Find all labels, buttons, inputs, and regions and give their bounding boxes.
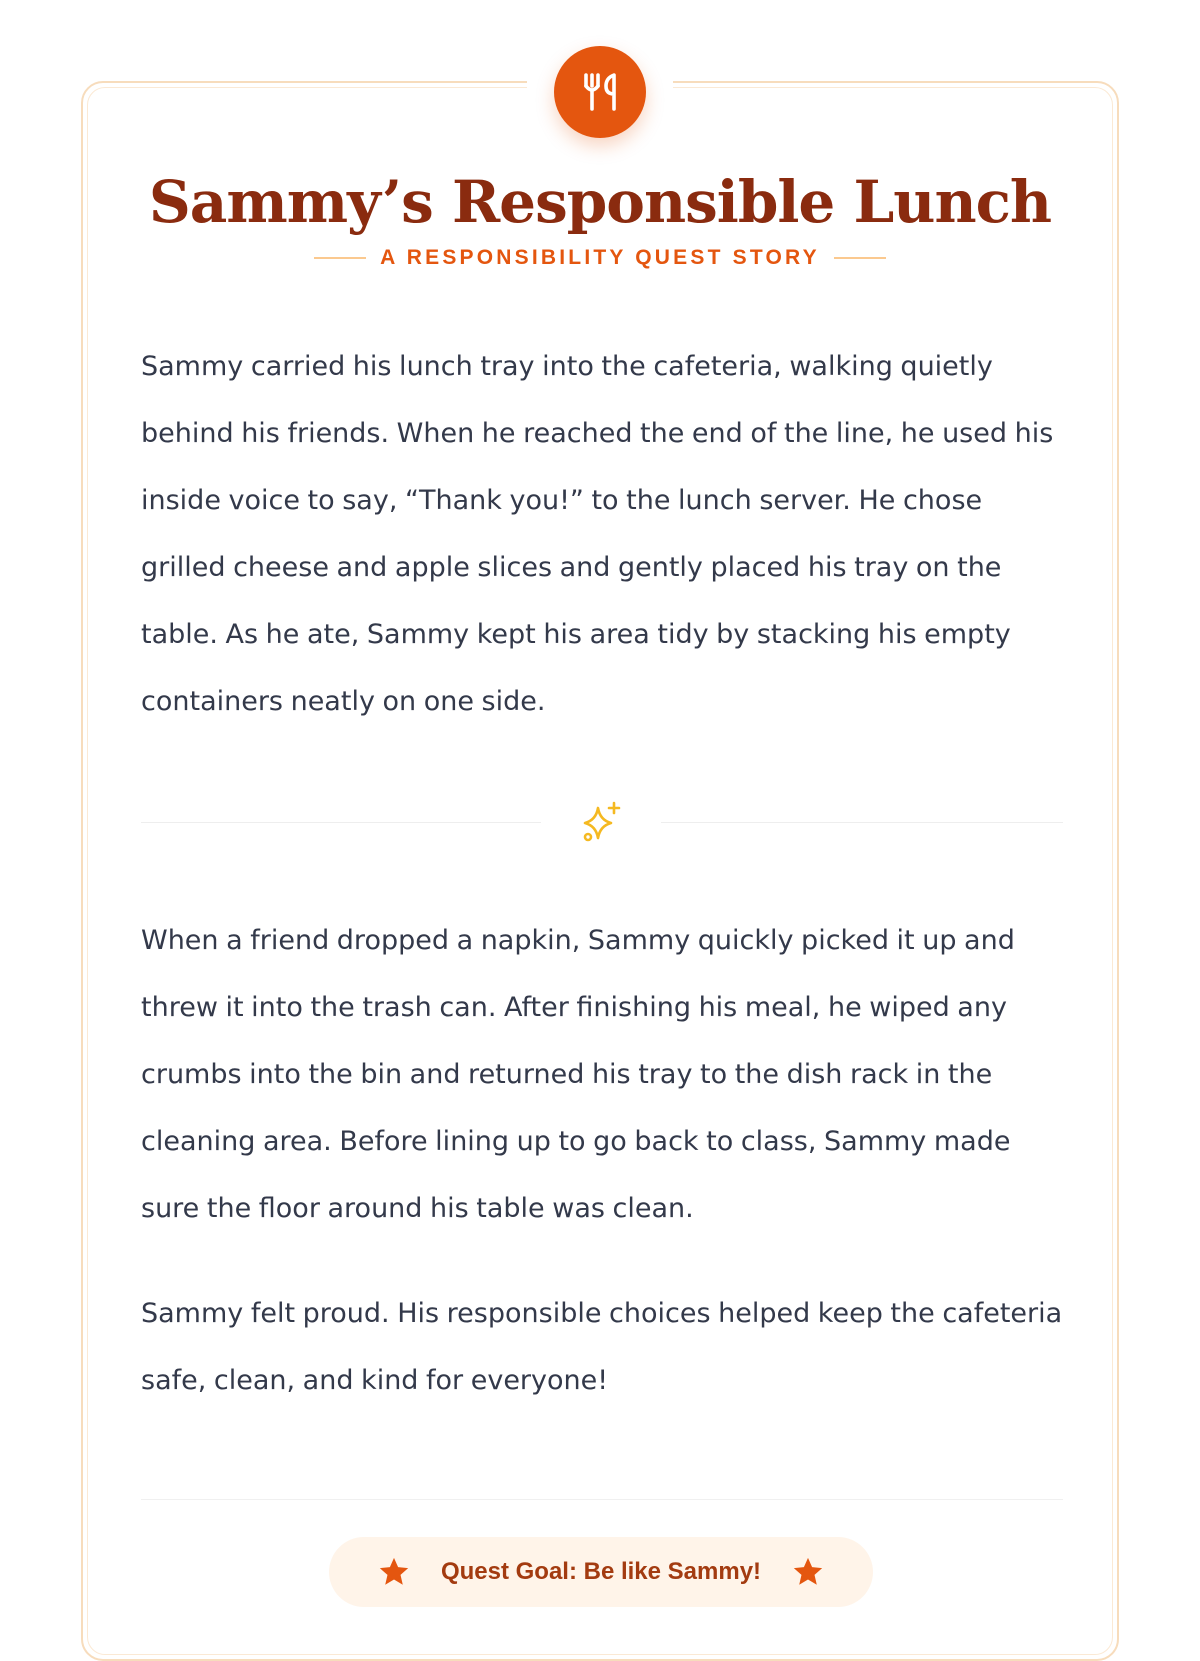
subtitle-row [0,246,1200,270]
quest-goal-text: Quest Goal: Be like Sammy! [440,1558,762,1585]
card-inner-border [87,87,1113,1655]
fork-knife-icon [578,70,622,114]
star-icon [377,1555,411,1589]
quest-goal-badge [329,1537,873,1607]
subtitle-rule-left [314,257,366,259]
sparkle-icon [580,800,624,844]
story-paragraph: Sammy carried his lunch tray into the cafeteria, walking quietly behind his friends. When he reached the end of the line, he used his inside voice to say, “Thank you!” to the lunch server. He chose grilled cheese and apple slices and gently placed his tray on the table. As he ate, Sammy kept his area tidy by stacking his empty containers neatly on one side. [141,351,1054,717]
subtitle-rule-right [834,257,886,259]
star-icon [791,1555,825,1589]
story-card [81,81,1119,1661]
lunch-badge [554,46,646,138]
footer-divider [141,1499,1063,1500]
story-paragraph: Sammy felt proud. His responsible choices helped keep the cafeteria safe, clean, and kind for everyone! [141,1298,1063,1396]
story-title: Sammy’s Responsible Lunch [148,168,1052,236]
story-subtitle: A RESPONSIBILITY QUEST STORY [380,246,820,269]
story-paragraph: When a friend dropped a napkin, Sammy quickly picked it up and threw it into the trash can. After finishing his meal, he wiped any crumbs into the bin and returned his tray to the dish rack in the cleaning area. Before lining up to go back to class, Sammy made sure the floor around his table was clean. [141,925,1015,1224]
divider-right [661,822,1063,823]
divider-left [141,822,541,823]
